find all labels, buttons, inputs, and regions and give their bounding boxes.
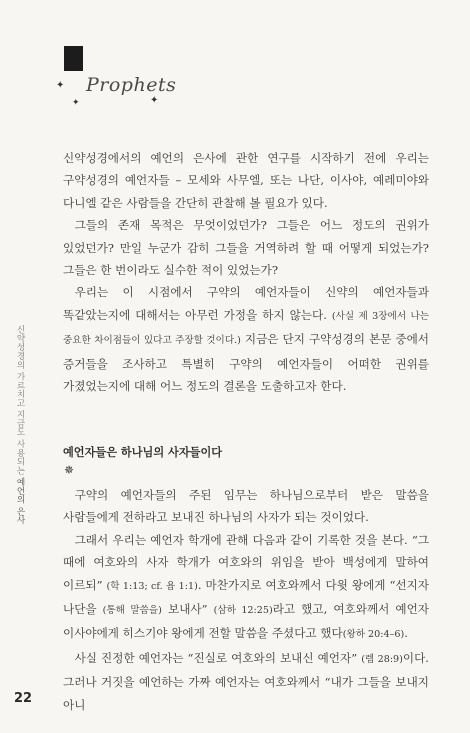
paragraph xyxy=(63,529,429,647)
paragraph: 그들의 존재 목적은 무엇이었던가? 그들은 어느 정도의 권위가 있었던가? 만일 누군가 감히 그들을 거역하려 할 때 어떻게 되었는가? 그들은 한 번이라도 실수한 적이 있었는가? xyxy=(63,218,429,278)
section-intro-text xyxy=(63,147,429,397)
star-icon: ✦ xyxy=(56,80,65,91)
text-run: 라고 했고, 여호와께서 예언자 이사야에게 히스기야 왕에게 전할 말씀을 주셨다고 했다 xyxy=(63,602,430,641)
scripture-reference: (삼하 12:25) xyxy=(213,605,273,617)
text-run: 보내사” xyxy=(161,602,214,617)
paragraph xyxy=(63,281,429,397)
ornament-icon: ✵ xyxy=(64,463,75,477)
text-run: 사실 진정한 예언자는 “진실로 여호와의 보내신 예언자” xyxy=(74,650,362,665)
header-title: Prophets xyxy=(86,74,177,96)
section-heading: 예언자들은 하나님의 사자들이다 xyxy=(63,446,223,459)
header-decor-square xyxy=(64,46,83,71)
scripture-reference: (학 1:13; cf. 욥 1:1) xyxy=(106,580,198,592)
text-run: 그래서 우리는 예언자 학개에 관해 다음과 같이 기록한 것을 본다. “그 때에 여호와의 사자 학개가 여호와의 위임을 받아 백성에게 말하여 이르되” xyxy=(63,532,429,592)
text-run: . xyxy=(404,626,408,641)
text-run: 이다. 그러나 거짓을 예언하는 가짜 예언자는 여호와께서 “내가 그들을 보내지 아니 xyxy=(63,650,429,712)
parenthetical-note: (사실 제 3장에서 나는 중요한 차이점들이 있다고 주장할 것이다.) xyxy=(63,310,429,347)
page-number: 22 xyxy=(14,691,33,706)
paragraph: 신약성경에서의 예언의 은사에 관한 연구를 시작하기 전에 우리는 구약성경의 예언자들 – 모세와 사무엘, 또는 나단, 이사야, 예레미야와 다니엘 같은 사람들을 간단히 관찰해 볼 필요가 있다. xyxy=(63,151,429,210)
text-run: 지금은 단지 구약성경의 본문 중에서 증거들을 조사하고 특별히 구약의 예언자들이 어떠한 권위를 가졌었는지에 대해 어느 정도의 결론을 도출하고자 한다. xyxy=(63,332,429,394)
star-icon: ✦ xyxy=(150,95,159,106)
paragraph: 구약의 예언자들의 주된 임무는 하나님으로부터 받은 말씀을 사람들에게 전하라고 보내진 하나님의 사자가 되는 것이었다. xyxy=(63,488,429,525)
text-run: 우리는 이 시점에서 구약의 예언자들이 신약의 예언자들과 똑같았는지에 대해서는 아무런 가정을 하지 않는다. xyxy=(63,285,429,322)
text-run: . 마찬가지로 여호와께서 다윗 왕에게 “선지자 나단을 xyxy=(63,577,429,617)
chapter-title: 예언의 은사 xyxy=(15,477,25,525)
running-head xyxy=(14,325,26,524)
paragraph xyxy=(63,647,429,716)
parenthetical-note: (통해 말씀을) xyxy=(102,605,162,617)
book-title: 신약성경의 가르치고 지금도 사용되는 xyxy=(15,325,25,475)
star-icon: ✦ xyxy=(72,98,80,108)
scripture-reference: (왕하 20:4–6) xyxy=(342,629,405,641)
scripture-reference: (렘 28:9) xyxy=(361,653,403,665)
section-messengers-text xyxy=(63,484,429,716)
